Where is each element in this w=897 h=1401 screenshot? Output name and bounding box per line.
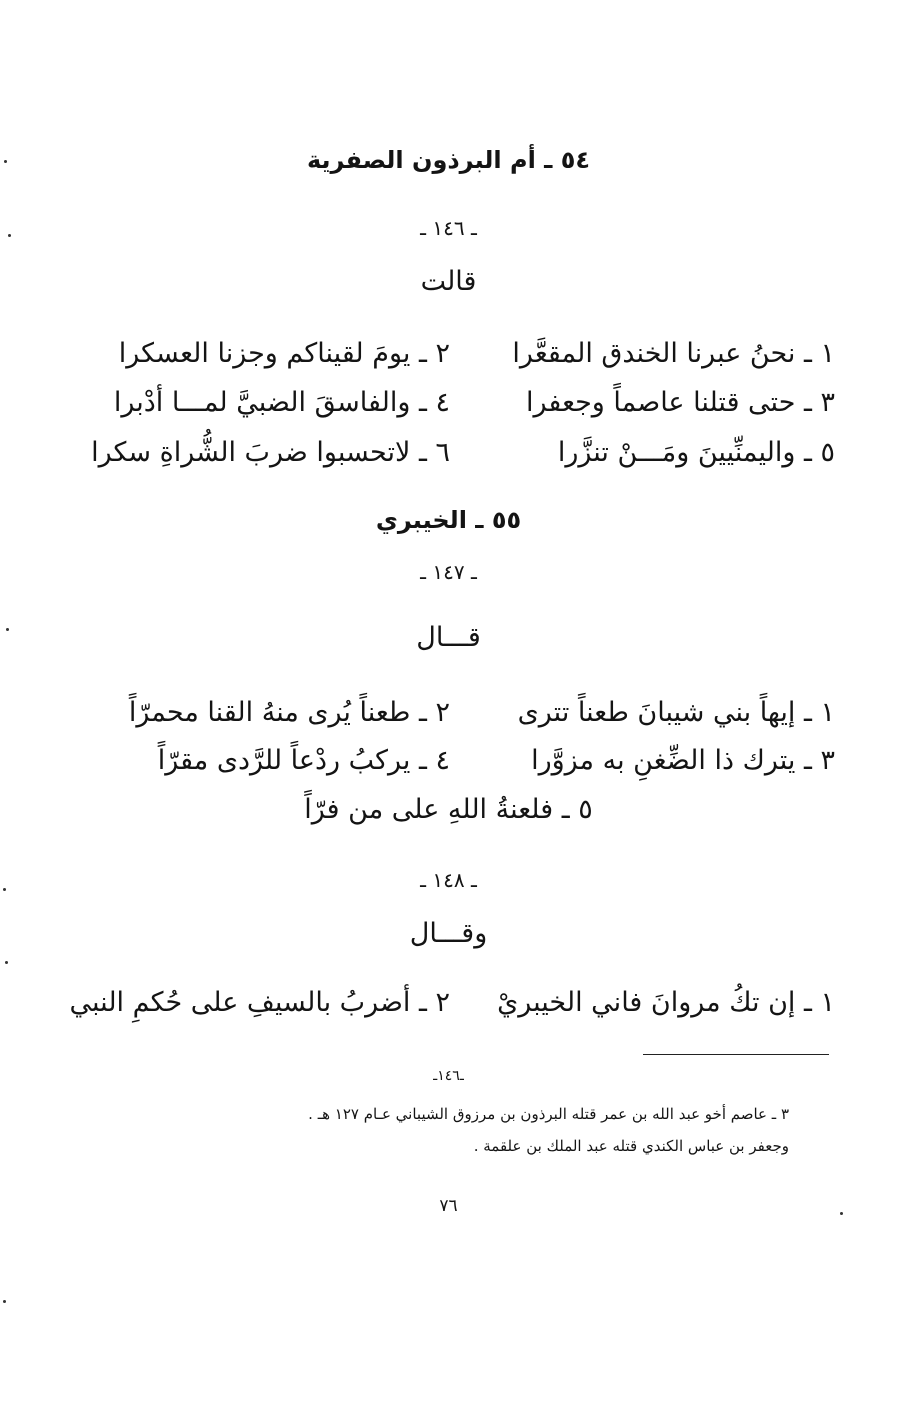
section-54-title: ٥٤ ـ أم البرذون الصفرية	[306, 146, 591, 174]
poem-146-verse-6: ٦ ـ لاتحسبوا ضربَ الشُّراةِ سكرا	[91, 437, 450, 468]
poem-146-verse-1: ١ ـ نحنُ عبرنا الخندق المقعَّرا	[512, 338, 835, 369]
poem-147-number: ـ ١٤٧ ـ	[420, 560, 477, 584]
scan-speck	[840, 1212, 843, 1215]
poem-147-verse-4: ٤ ـ يركبُ ردْعاً للرَّدى مقرّاً	[157, 745, 450, 776]
footnote-line-1: ٣ ـ عاصم أخو عبد الله بن عمر قتله البرذون بن مرزوق الشيباني عـام ١٢٧ هـ .	[308, 1105, 789, 1123]
poem-147-verse-1: ١ ـ إيهاً بني شيبانَ طعناً تترى	[517, 697, 835, 728]
poem-148-verse-2: ٢ ـ أضربُ بالسيفِ على حُكمِ النبي	[69, 987, 450, 1018]
poem-147-verse-2: ٢ ـ طعناً يُرى منهُ القنا محمرّاً	[128, 697, 450, 728]
poem-146-speaker: قالت	[420, 266, 477, 297]
scan-speck	[6, 628, 9, 631]
scan-speck	[8, 234, 11, 237]
footnote-line-2: وجعفر بن عباس الكندي قتله عبد الملك بن علقمة .	[473, 1137, 789, 1155]
poem-148-verse-1: ١ ـ إن تكُ مروانَ فاني الخيبريْ	[497, 987, 835, 1018]
poem-146-verse-4: ٤ ـ والفاسقَ الضبيَّ لمـــا أدْبرا	[113, 387, 450, 418]
scan-speck	[5, 961, 8, 964]
poem-148-number: ـ ١٤٨ ـ	[420, 868, 477, 892]
poem-147-verse-3: ٣ ـ يترك ذا الضِّغنِ به مزوَّرا	[531, 745, 835, 776]
poem-148-speaker: وقـــال	[409, 918, 488, 949]
scan-speck	[3, 888, 6, 891]
scan-speck	[4, 160, 7, 163]
footnote-separator	[643, 1054, 829, 1055]
poem-146-number: ـ ١٤٦ ـ	[420, 216, 477, 240]
footnote-ref: ـ١٤٦ـ	[433, 1068, 464, 1084]
poem-146-verse-3: ٣ ـ حتى قتلنا عاصماً وجعفرا	[526, 387, 835, 418]
poem-147-speaker: قـــال	[416, 622, 481, 653]
page-number: ٧٦	[439, 1196, 458, 1216]
section-55-title: ٥٥ ـ الخيبري	[375, 506, 522, 534]
poem-147-verse-5: ٥ ـ فلعنةُ اللهِ على من فرّاً	[304, 794, 593, 825]
poem-146-verse-2: ٢ ـ يومَ لقيناكم وجزنا العسكرا	[118, 338, 450, 369]
poem-146-verse-5: ٥ ـ واليمنِّيينَ ومَـــنْ تنزَّرا	[557, 437, 835, 468]
scan-speck	[3, 1300, 6, 1303]
